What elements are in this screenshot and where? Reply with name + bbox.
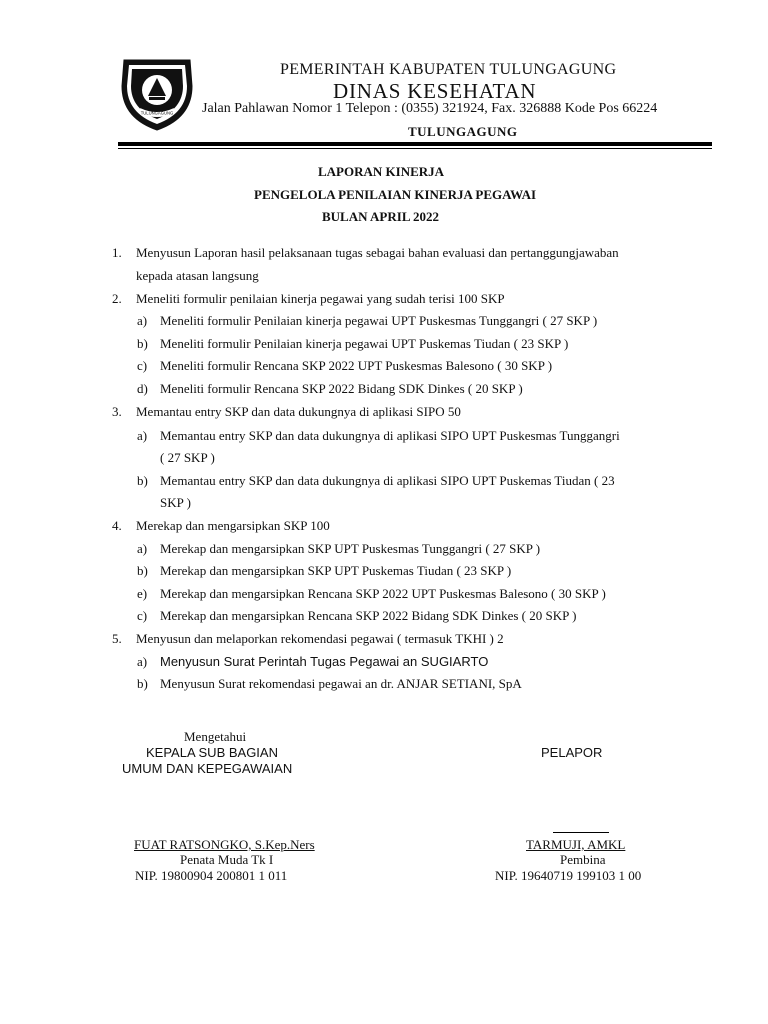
logo-text: TULUNGAGUNG bbox=[140, 110, 174, 116]
subitem-text: Meneliti formulir Rencana SKP 2022 UPT Puskesmas Balesono ( 30 SKP ) bbox=[160, 358, 553, 373]
subitem-text: Merekap dan mengarsipkan Rencana SKP 2022 Bidang SDK Dinkes ( 20 SKP ) bbox=[160, 608, 577, 623]
subitem-letter: c) bbox=[137, 608, 148, 623]
supervisor-unit: UMUM DAN KEPEGAWAIAN bbox=[122, 761, 293, 776]
item-text: Menyusun Laporan hasil pelaksanaan tugas sebagai bahan evaluasi dan pertanggungjawaban bbox=[136, 245, 619, 260]
subitem-letter: c) bbox=[137, 358, 148, 373]
letterhead-divider-thick bbox=[118, 142, 712, 146]
subitem-text: Memantau entry SKP dan data dukungnya di aplikasi SIPO UPT Puskesmas Tunggangri bbox=[160, 428, 620, 443]
subitem-text: Menyusun Surat rekomendasi pegawai an dr. ANJAR SETIANI, SpA bbox=[160, 676, 522, 691]
subitem-letter: b) bbox=[137, 676, 148, 691]
regency-logo bbox=[118, 56, 196, 132]
supervisor-rank: Penata Muda Tk I bbox=[180, 852, 274, 867]
letterhead-government: PEMERINTAH KABUPATEN TULUNGAGUNG bbox=[280, 61, 617, 78]
subitem-text: Merekap dan mengarsipkan SKP UPT Puskesmas Tunggangri ( 27 SKP ) bbox=[160, 541, 541, 556]
item-text: Memantau entry SKP dan data dukungnya di aplikasi SIPO 50 bbox=[136, 404, 461, 419]
subitem-text: Meneliti formulir Penilaian kinerja pegawai UPT Puskemas Tiudan ( 23 SKP ) bbox=[160, 336, 569, 351]
item-number: 4. bbox=[112, 518, 122, 533]
reporter-name: TARMUJI, AMKL bbox=[526, 837, 626, 852]
subitem-letter: b) bbox=[137, 563, 148, 578]
report-title: LAPORAN KINERJA bbox=[318, 164, 445, 179]
subitem-text-continued: SKP ) bbox=[160, 495, 191, 510]
subitem-letter: d) bbox=[137, 381, 148, 396]
item-number: 2. bbox=[112, 291, 122, 306]
supervisor-nip: NIP. 19800904 200801 1 011 bbox=[135, 868, 288, 883]
report-subtitle: PENGELOLA PENILAIAN KINERJA PEGAWAI bbox=[254, 187, 537, 202]
letterhead-city: TULUNGAGUNG bbox=[408, 124, 518, 139]
subitem-text: Menyusun Surat Perintah Tugas Pegawai an SUGIARTO bbox=[160, 654, 489, 669]
item-number: 5. bbox=[112, 631, 122, 646]
supervisor-name: FUAT RATSONGKO, S.Kep.Ners bbox=[134, 837, 315, 852]
letterhead-address: Jalan Pahlawan Nomor 1 Telepon : (0355) 321924, Fax. 326888 Kode Pos 66224 bbox=[202, 101, 658, 116]
reporter-title: PELAPOR bbox=[541, 745, 603, 760]
subitem-letter: b) bbox=[137, 336, 148, 351]
supervisor-title: KEPALA SUB BAGIAN bbox=[146, 745, 278, 760]
reporter-rank: Pembina bbox=[560, 852, 606, 867]
item-number: 3. bbox=[112, 404, 122, 419]
subitem-text: Meneliti formulir Penilaian kinerja pegawai UPT Puskesmas Tunggangri ( 27 SKP ) bbox=[160, 313, 598, 328]
acknowledged-label: Mengetahui bbox=[184, 729, 247, 744]
letterhead-agency: DINAS KESEHATAN bbox=[333, 79, 537, 103]
letterhead-divider-thin bbox=[118, 148, 712, 149]
subitem-text-continued: ( 27 SKP ) bbox=[160, 450, 215, 465]
subitem-text: Memantau entry SKP dan data dukungnya di aplikasi SIPO UPT Puskemas Tiudan ( 23 bbox=[160, 473, 615, 488]
report-period: BULAN APRIL 2022 bbox=[322, 209, 440, 224]
subitem-letter: a) bbox=[137, 654, 148, 669]
subitem-text: Merekap dan mengarsipkan SKP UPT Puskemas Tiudan ( 23 SKP ) bbox=[160, 563, 512, 578]
item-number: 1. bbox=[112, 245, 122, 260]
subitem-letter: e) bbox=[137, 586, 148, 601]
reporter-nip: NIP. 19640719 199103 1 00 bbox=[495, 868, 642, 883]
subitem-letter: b) bbox=[137, 473, 148, 488]
item-text: Meneliti formulir penilaian kinerja pegawai yang sudah terisi 100 SKP bbox=[136, 291, 505, 306]
subitem-text: Meneliti formulir Rencana SKP 2022 Bidang SDK Dinkes ( 20 SKP ) bbox=[160, 381, 523, 396]
subitem-text: Merekap dan mengarsipkan Rencana SKP 2022 UPT Puskesmas Balesono ( 30 SKP ) bbox=[160, 586, 606, 601]
signature-line bbox=[553, 832, 609, 833]
item-text-continued: kepada atasan langsung bbox=[136, 268, 259, 283]
subitem-letter: a) bbox=[137, 313, 148, 328]
subitem-letter: a) bbox=[137, 541, 148, 556]
item-text: Merekap dan mengarsipkan SKP 100 bbox=[136, 518, 330, 533]
item-text: Menyusun dan melaporkan rekomendasi pegawai ( termasuk TKHI ) 2 bbox=[136, 631, 504, 646]
subitem-letter: a) bbox=[137, 428, 148, 443]
